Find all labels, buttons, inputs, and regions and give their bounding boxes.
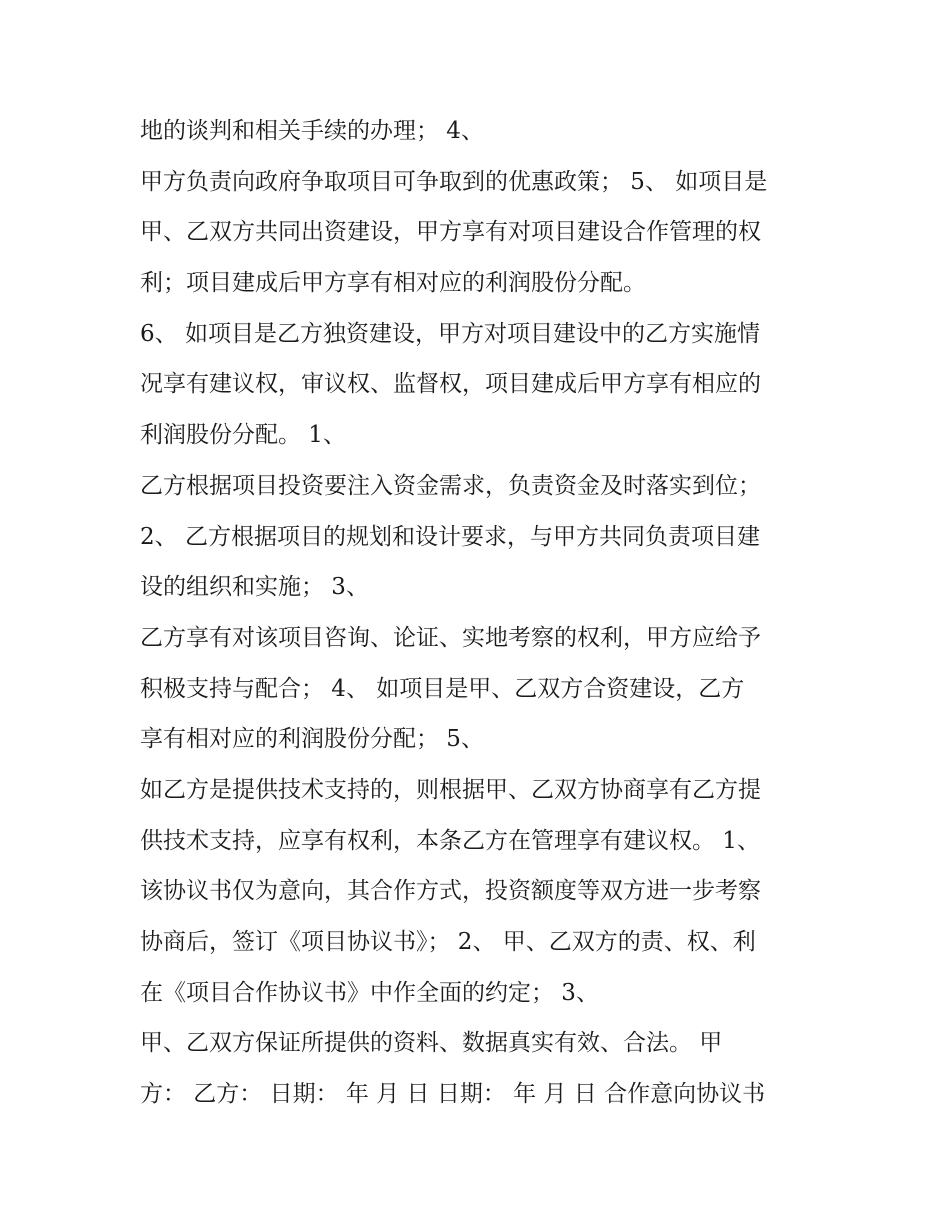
- text-line: 乙方根据项目投资要注入资金需求，负责资金及时落实到位；: [140, 472, 761, 499]
- text-line: 甲、乙双方共同出资建设，甲方享有对项目建设合作管理的权: [140, 219, 761, 246]
- text-line: 2、 乙方根据项目的规划和设计要求，与甲方共同负责项目建: [140, 523, 760, 550]
- text-line: 甲、乙双方保证所提供的资料、数据真实有效、合法。 甲: [140, 1030, 723, 1057]
- text-line: 利润股份分配。 1、: [140, 422, 346, 449]
- text-line: 甲方负责向政府争取项目可争取到的优惠政策； 5、 如项目是: [140, 168, 768, 195]
- text-line: 享有相对应的利润股份分配； 5、: [140, 726, 484, 753]
- text-line: 该协议书仅为意向，其合作方式，投资额度等双方进一步考察: [140, 878, 761, 905]
- text-line: 供技术支持，应享有权利，本条乙方在管理享有建议权。 1、: [140, 827, 760, 854]
- text-line: 况享有建议权，审议权、监督权，项目建成后甲方享有相应的: [140, 371, 761, 398]
- document-body: [140, 106, 830, 1120]
- text-line: 6、 如项目是乙方独资建设，甲方对项目建设中的乙方实施情: [140, 320, 760, 347]
- text-line: 设的组织和实施； 3、: [140, 574, 369, 601]
- text-line: 方： 乙方： 日期： 年 月 日 日期： 年 月 日 合作意向协议书: [140, 1081, 766, 1108]
- text-line: 利；项目建成后甲方享有相对应的利润股份分配。: [140, 270, 646, 297]
- text-line: 积极支持与配合； 4、 如项目是甲、乙双方合资建设，乙方: [140, 675, 745, 702]
- text-line: 乙方享有对该项目咨询、论证、实地考察的权利，甲方应给予: [140, 624, 761, 651]
- text-line: 协商后，签订《项目协议书》； 2、 甲、乙双方的责、权、利: [140, 929, 756, 955]
- text-line: 在《项目合作协议书》中作全面的约定； 3、: [140, 979, 599, 1006]
- text-line: 如乙方是提供技术支持的，则根据甲、乙双方协商享有乙方提: [140, 776, 761, 803]
- text-line: 地的谈判和相关手续的办理； 4、: [140, 118, 484, 144]
